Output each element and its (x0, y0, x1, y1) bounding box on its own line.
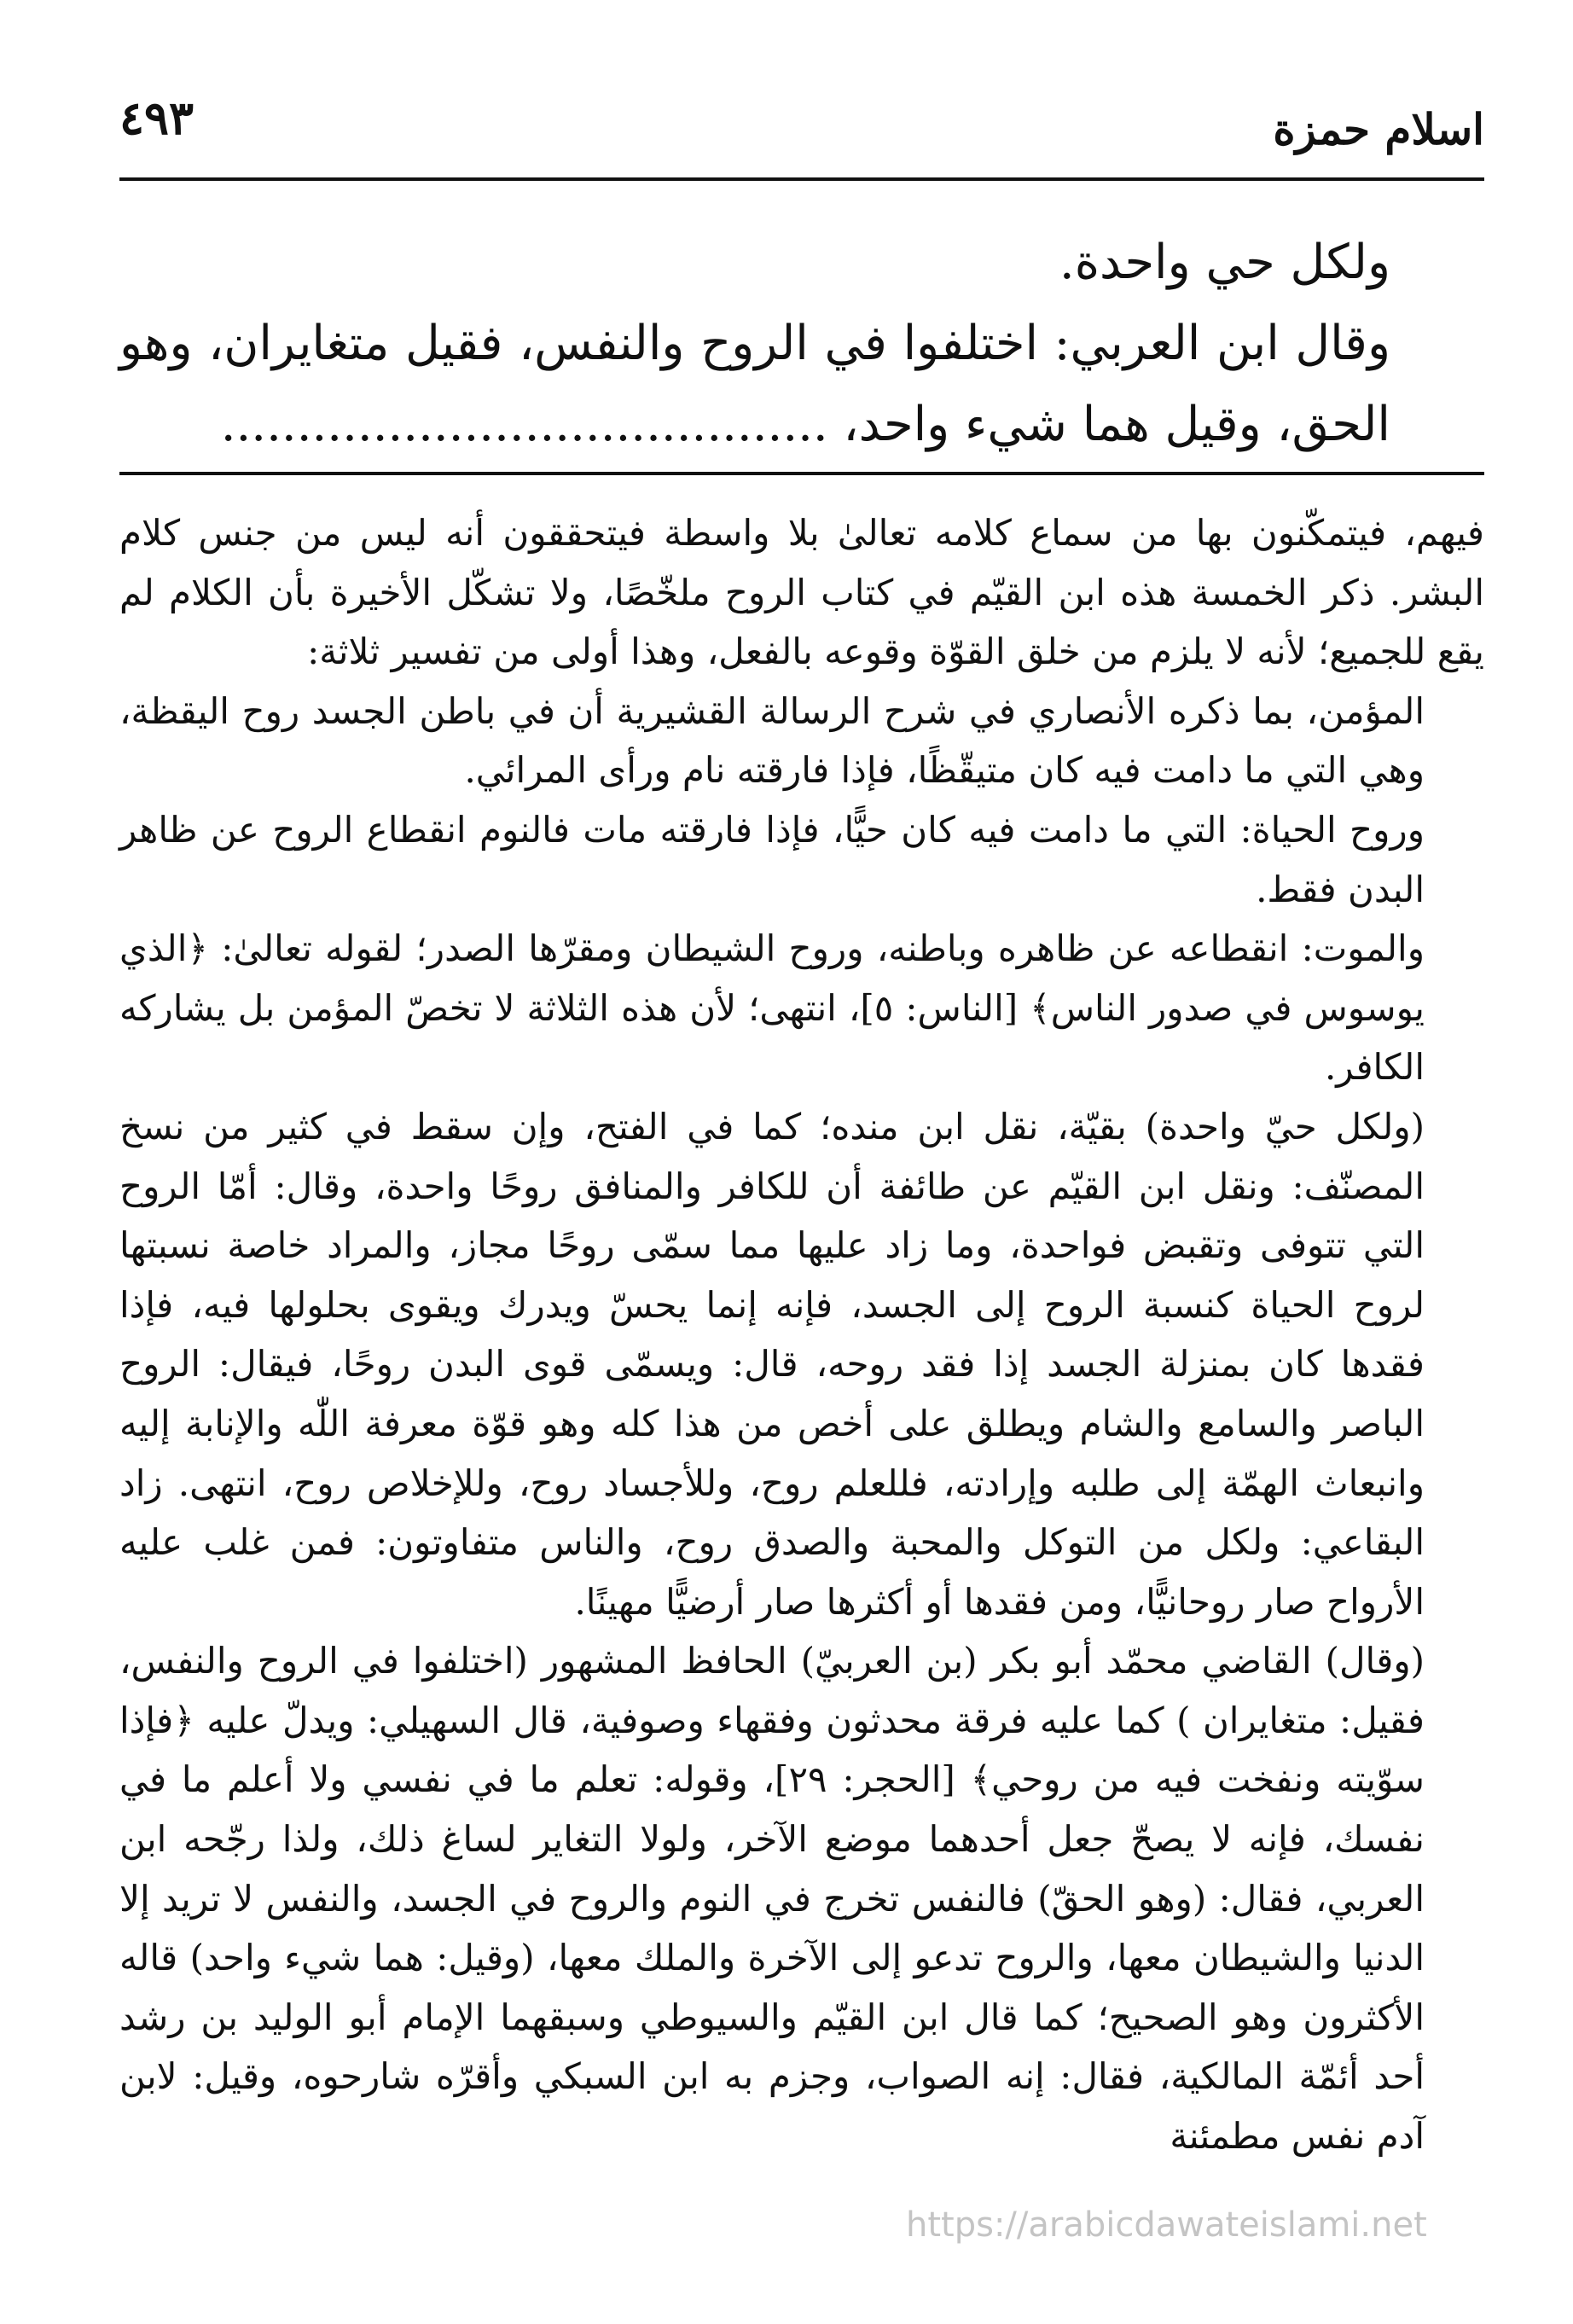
main-text-block (119, 222, 1484, 465)
main-text-paragraph (119, 303, 1484, 465)
main-text-divider (119, 472, 1484, 475)
commentary-paragraph: (ولكل حيّ واحدة) بقيّة، نقل ابن منده؛ كما في الفتح، وإن سقط في كثير من نسخ المصنّف: ونقل ابن القيّم عن طائفة أن للكافر والمنافق روحًا واحدة، وقال: أمّا الروح التي تتوفى وتقبض فواحدة، وما زاد عليها مما سمّى روحًا مجاز، والمراد خاصة نسبتها لروح الحياة كنسبة الروح إلى الجسد، فإنه إنما يحسّ ويدرك ويقوى بحلولها فيه، فإذا فقدها كان بمنزلة الجسد إذا فقد روحه، قال: ويسمّى قوى البدن روحًا، فيقال: الروح الباصر والسامع والشام ويطلق على أخص من هذا كله وهو قوّة معرفة اللّٰه والإنابة إليه وانبعاث الهمّة إلى طلبه وإرادته، فللعلم روح، وللأجساد روح، وللإخلاص روح، انتهى. زاد البقاعي: ولكل من التوكل والمحبة والصدق روح، والناس متفاوتون: فمن غلب عليه الأرواح صار روحانيًّا، ومن فقدها أو أكثرها صار أرضيًّا مهينًا. (119, 1105, 1425, 1623)
commentary-paragraph: (وقال) القاضي محمّد أبو بكر (بن العربيّ) الحافظ المشهور (اختلفوا في الروح والنفس، فقيل: متغايران ) كما عليه فرقة محدثون وفقهاء وصوفية، قال السهيلي: ويدلّ عليه ﴿فإذا سوّيته ونفخت فيه من روحي﴾ [الحجر: ٢٩]، وقوله: تعلم ما في نفسي ولا أعلم ما في نفسك، فإنه لا يصحّ جعل أحدهما موضع الآخر، ولولا التغاير لساغ ذلك، ولذا رجّحه ابن العربي، فقال: (وهو الحقّ) فالنفس تخرج في النوم والروح في الجسد، والنفس لا تريد إلا الدنيا والشيطان معها، والروح تدعو إلى الآخرة والملك معها، (وقيل: هما شيء واحد) قاله الأكثرون وهو الصحيح؛ كما قال ابن القيّم والسيوطي وسبقهما الإمام أبو الوليد بن رشد أحد أئمّة المالكية، فقال: إنه الصواب، وجزم به ابن السبكي وأقرّه شارحوه، وقيل: لابن آدم نفس مطمئنة (119, 1640, 1425, 2158)
commentary-paragraph: المؤمن، بما ذكره الأنصاري في شرح الرسالة القشيرية أن في باطن الجسد روح اليقظة، وهي التي ما دامت فيه كان متيقّظًا، فإذا فارقته نام ورأى المرائي. (119, 689, 1425, 792)
commentary-paragraph: وروح الحياة: التي ما دامت فيه كان حيًّا، فإذا فارقته مات فالنوم انقطاع الروح عن ظاهر البدن فقط. (119, 808, 1425, 910)
ellipsis-dots: ........................................ (220, 397, 828, 452)
commentary-block (119, 503, 1484, 2166)
main-text-line: ولكل حي واحدة. (1059, 235, 1390, 290)
commentary-paragraph: والموت: انقطاعه عن ظاهره وباطنه، وروح الشيطان ومقرّها الصدر؛ لقوله تعالىٰ: ﴿الذي يوسوس في صدور الناس﴾ [الناس: ٥]، انتهى؛ لأن هذه الثلاثة لا تخصّ المؤمن بل يشاركه الكافر. (119, 927, 1425, 1089)
main-text-line: وقال ابن العربي: اختلفوا في الروح والنفس، فقيل متغايران، وهو الحق، وقيل هما شيء واحد، (119, 316, 1390, 452)
watermark-url: https://arabicdawateislami.net (906, 2205, 1427, 2245)
chapter-title: اسلام حمزة (1273, 104, 1484, 154)
page-number: ٤٩٣ (119, 90, 194, 145)
commentary-paragraph: فيهم، فيتمكّنون بها من سماع كلامه تعالىٰ بلا واسطة فيتحققون أنه ليس من جنس كلام البشر. ذكر الخمسة هذه ابن القيّم في كتاب الروح ملخّصًا، ولا تشكّل الأخيرة بأن الكلام لم يقع للجميع؛ لأنه لا يلزم من خلق القوّة وقوعه بالفعل، وهذا أولى من تفسير ثلاثة: (119, 512, 1484, 673)
header-divider (119, 177, 1484, 181)
running-header (119, 85, 1484, 171)
